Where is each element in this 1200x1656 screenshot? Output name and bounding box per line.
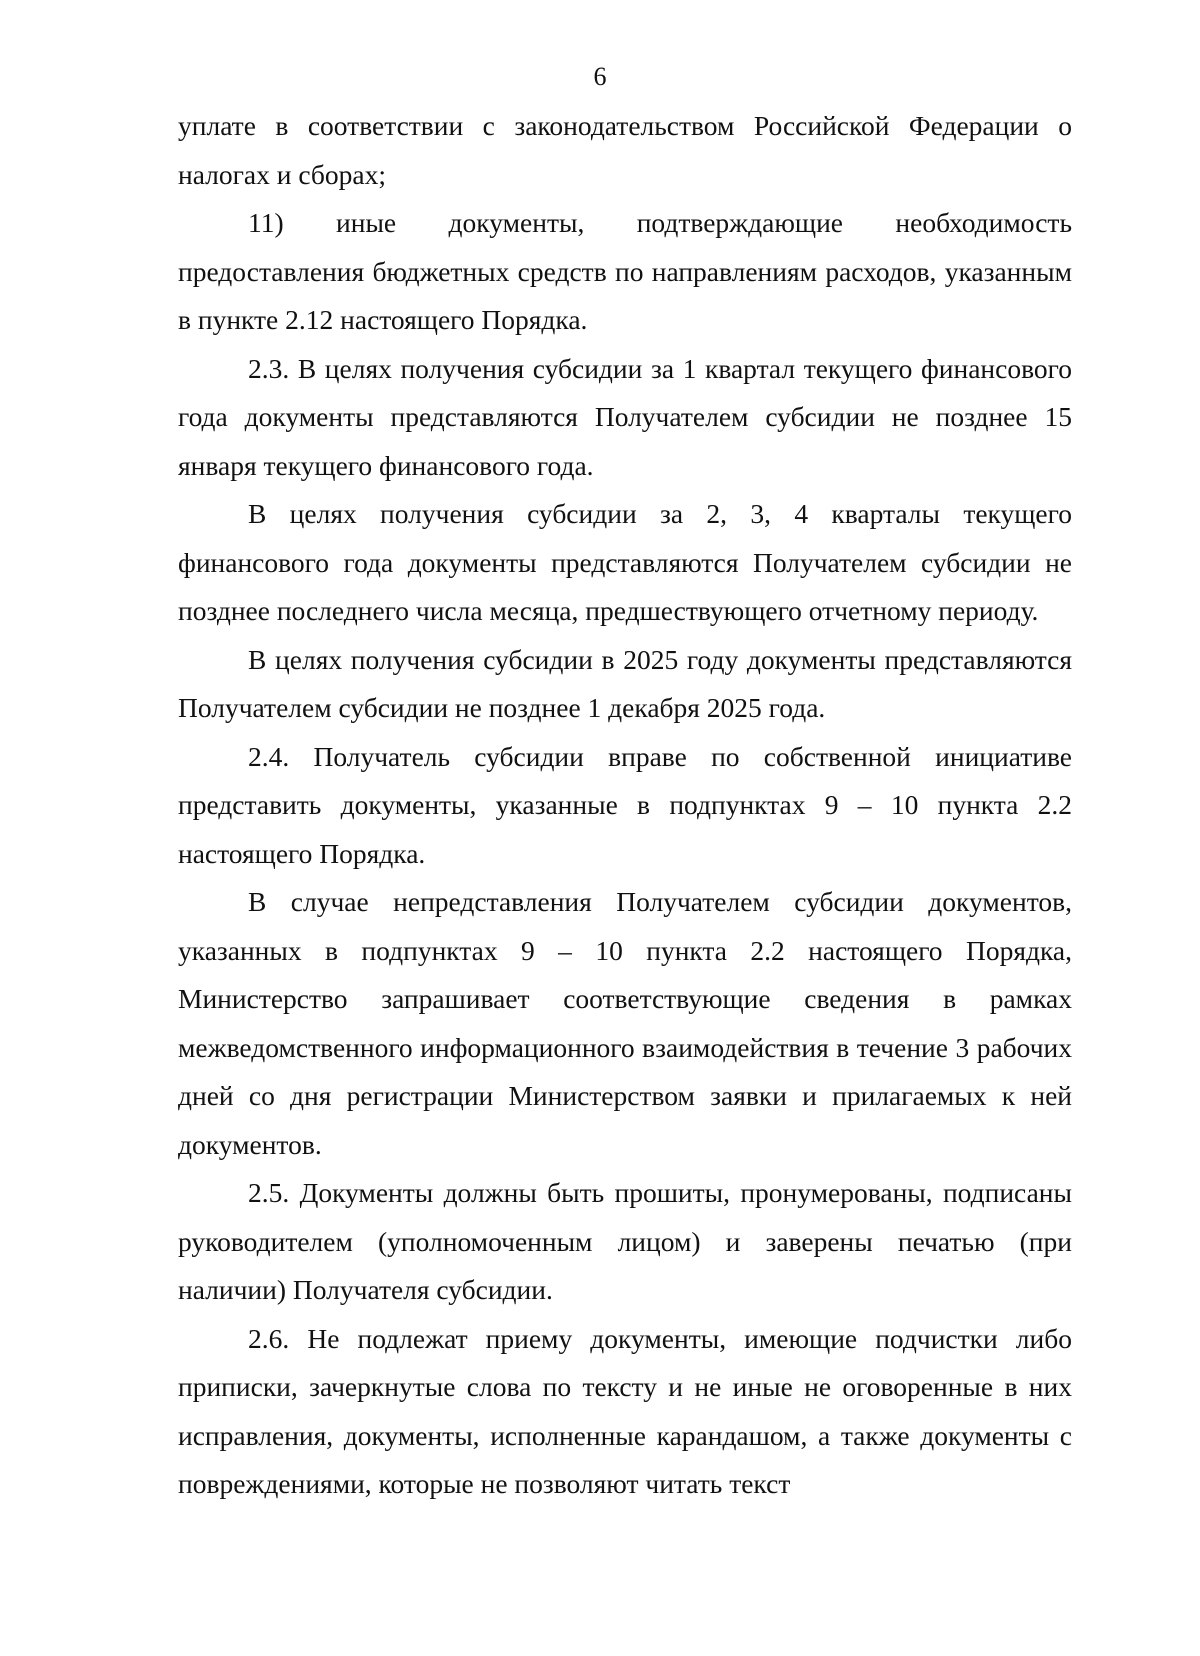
paragraph-ministry-request: В случае непредставления Получателем субсидии документов, указанных в подпунктах 9 – 10 пункта 2.2 настоящего Порядка, Министерство запрашивает соответствующие сведения в рамках межведомственного информационного взаимодействия в течение 3 рабочих дней со дня регистрации Министерством заявки и прилагаемых к ней документов.: [178, 886, 1072, 1160]
paragraph-2025: В целях получения субсидии в 2025 году документы представляются Получателем субсидии не позднее 1 декабря 2025 года.: [178, 643, 1072, 723]
paragraph-2-5: 2.5. Документы должны быть прошиты, пронумерованы, подписаны руководителем (уполномоченным лицом) и заверены печатью (при наличии) Получателя субсидии.: [178, 1177, 1072, 1305]
paragraph-continuation: уплате в соответствии с законодательством Российской Федерации о налогах и сборах;: [178, 110, 1072, 190]
document-body: [178, 102, 1072, 1509]
page-number: 6: [593, 62, 607, 91]
paragraph-quarters: В целях получения субсидии за 2, 3, 4 кварталы текущего финансового года документы представляются Получателем субсидии не позднее последнего числа месяца, предшествующего отчетному периоду.: [178, 498, 1072, 626]
paragraph-2-4: 2.4. Получатель субсидии вправе по собственной инициативе представить документы, указанные в подпунктах 9 – 10 пункта 2.2 настоящего Порядка.: [178, 740, 1072, 869]
paragraph-2-3: 2.3. В целях получения субсидии за 1 квартал текущего финансового года документы представляются Получателем субсидии не позднее 15 января текущего финансового года.: [178, 352, 1072, 481]
paragraph-item-11: 11) иные документы, подтверждающие необходимость предоставления бюджетных средств по направлениям расходов, указанным в пункте 2.12 настоящего Порядка.: [178, 207, 1072, 335]
paragraph-2-6: 2.6. Не подлежат приему документы, имеющие подчистки либо приписки, зачеркнутые слова по тексту и не иные не оговоренные в них исправления, документы, исполненные карандашом, а также документы с повреждениями, которые не позволяют читать текст: [178, 1322, 1072, 1499]
